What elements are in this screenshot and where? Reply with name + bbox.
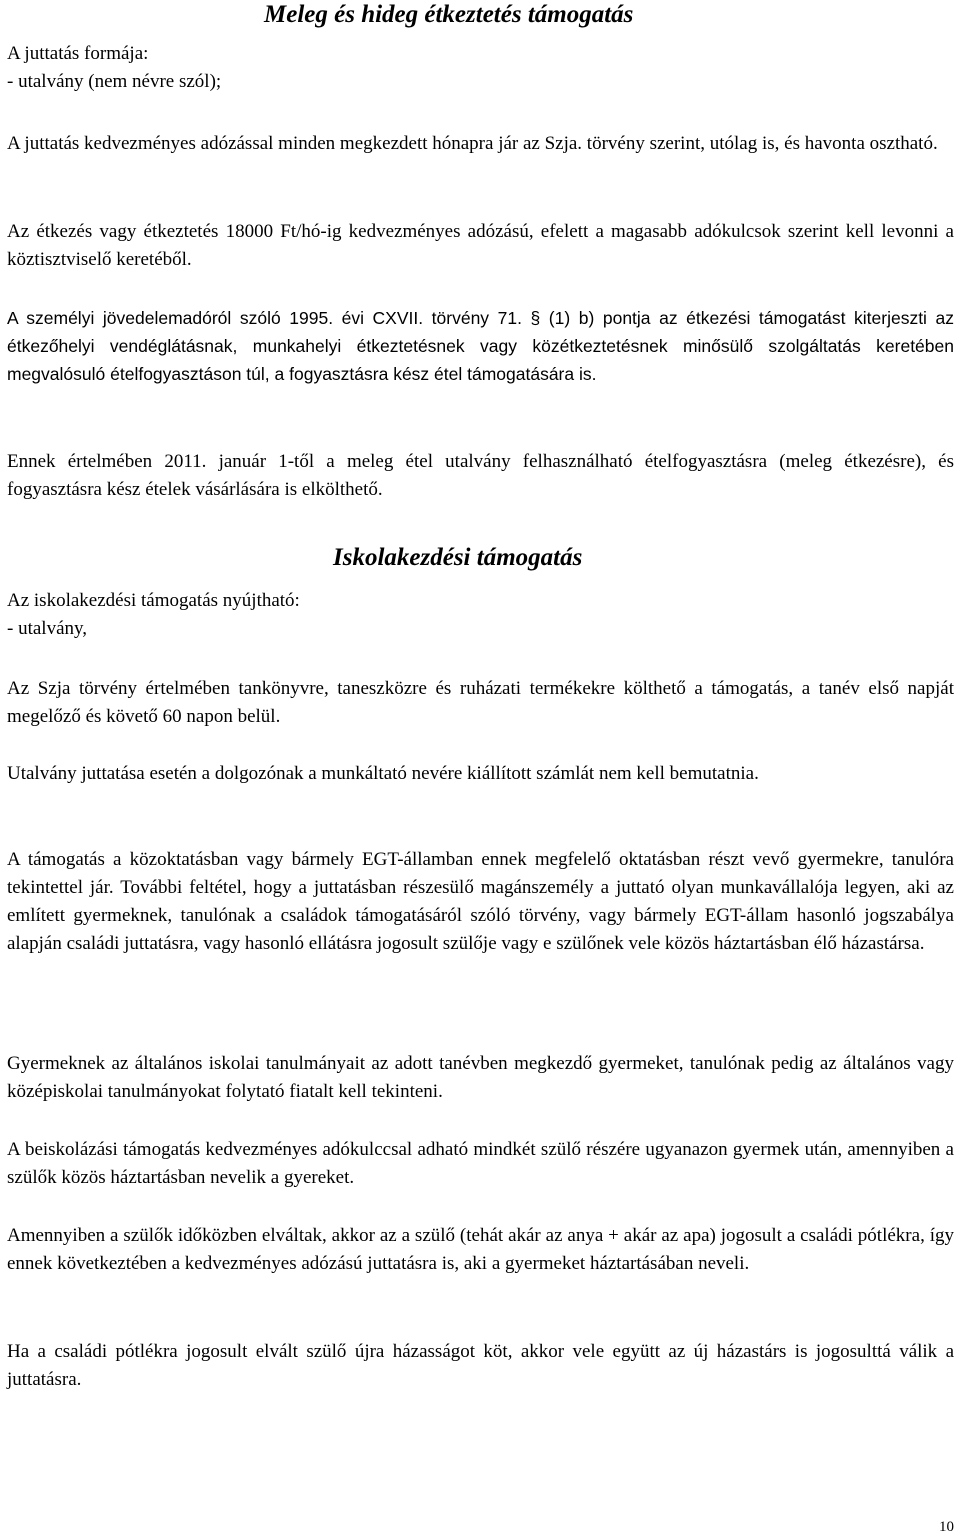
page-number: 10 xyxy=(939,1519,954,1535)
paragraph: Ha a családi pótlékra jogosult elvált szülő újra házasságot köt, akkor vele együtt az új házastárs is jogosulttá válik a juttatásra. xyxy=(7,1341,954,1390)
paragraph: A támogatás a közoktatásban vagy bármely EGT-államban ennek megfelelő oktatásban részt vevő gyermekre, tanulóra tekintettel jár. További feltétel, hogy a juttatásban részesülő magánszemély a juttató olyan munkavállalója legyen, aki az említett gyermeknek, tanulónak a családok támogatásáról szóló törvény, vagy bármely EGT-állam hasonló jogszabálya alapján családi juttatásra, vagy hasonló ellátásra jogosult szülője vagy e szülőnek vele közös háztartásban élő házastársa. xyxy=(7,849,954,954)
school-support-form-item: - utalvány, xyxy=(7,618,88,639)
benefit-form-block xyxy=(7,40,954,96)
paragraph: Ennek értelmében 2011. január 1-től a meleg étel utalvány felhasználható ételfogyasztásra (meleg étkezésre), és fogyasztásra kész ételek vásárlására is elkölthető. xyxy=(7,451,954,500)
section-title-school-start-support: Iskolakezdési támogatás xyxy=(333,544,583,571)
paragraph: Az étkezés vagy étkeztetés 18000 Ft/hó-ig kedvezményes adózású, efelett a magasabb adókulcsok szerint kell levonni a köztisztviselő keretéből. xyxy=(7,221,954,270)
school-support-form-block xyxy=(7,587,954,643)
paragraph: Utalvány juttatása esetén a dolgozónak a munkáltató nevére kiállított számlát nem kell bemutatnia. xyxy=(7,763,759,784)
paragraph: Gyermeknek az általános iskolai tanulmányait az adott tanévben megkezdő gyermeket, tanulónak pedig az általános vagy középiskolai tanulmányokat folytató fiatalt kell tekinteni. xyxy=(7,1053,954,1102)
benefit-form-item: - utalvány (nem névre szól); xyxy=(7,71,222,92)
school-support-form-label: Az iskolakezdési támogatás nyújtható: xyxy=(7,590,300,611)
paragraph: Amennyiben a szülők időközben elváltak, akkor az a szülő (tehát akár az anya + akár az apa) jogosult a családi pótlékra, így ennek következtében a kedvezményes adózású juttatásra is, aki a gyermeket háztartásában neveli. xyxy=(7,1225,954,1274)
paragraph: A beiskolázási támogatás kedvezményes adókulccsal adható mindkét szülő részére ugyanazon gyermek után, amennyiben a szülők közös háztartásban nevelik a gyereket. xyxy=(7,1139,954,1188)
benefit-form-label: A juttatás formája: xyxy=(7,43,149,64)
paragraph: A személyi jövedelemadóról szóló 1995. évi CXVII. törvény 71. § (1) b) pontja az étkezési támogatást kiterjeszti az étkezőhelyi vendéglátásnak, munkahelyi étkeztetésnek vagy közétkeztetésnek minősülő szolgáltatás keretében megvalósuló ételfogyasztáson túl, a fogyasztásra kész étel támogatására is. xyxy=(7,308,954,384)
section-title-meal-support: Meleg és hideg étkeztetés támogatás xyxy=(264,1,634,28)
paragraph: A juttatás kedvezményes adózással minden megkezdett hónapra jár az Szja. törvény szerint, utólag is, és havonta osztható. xyxy=(7,133,938,154)
paragraph: Az Szja törvény értelmében tankönyvre, taneszközre és ruházati termékekre költhető a támogatás, a tanév első napját megelőző és követő 60 napon belül. xyxy=(7,678,954,727)
